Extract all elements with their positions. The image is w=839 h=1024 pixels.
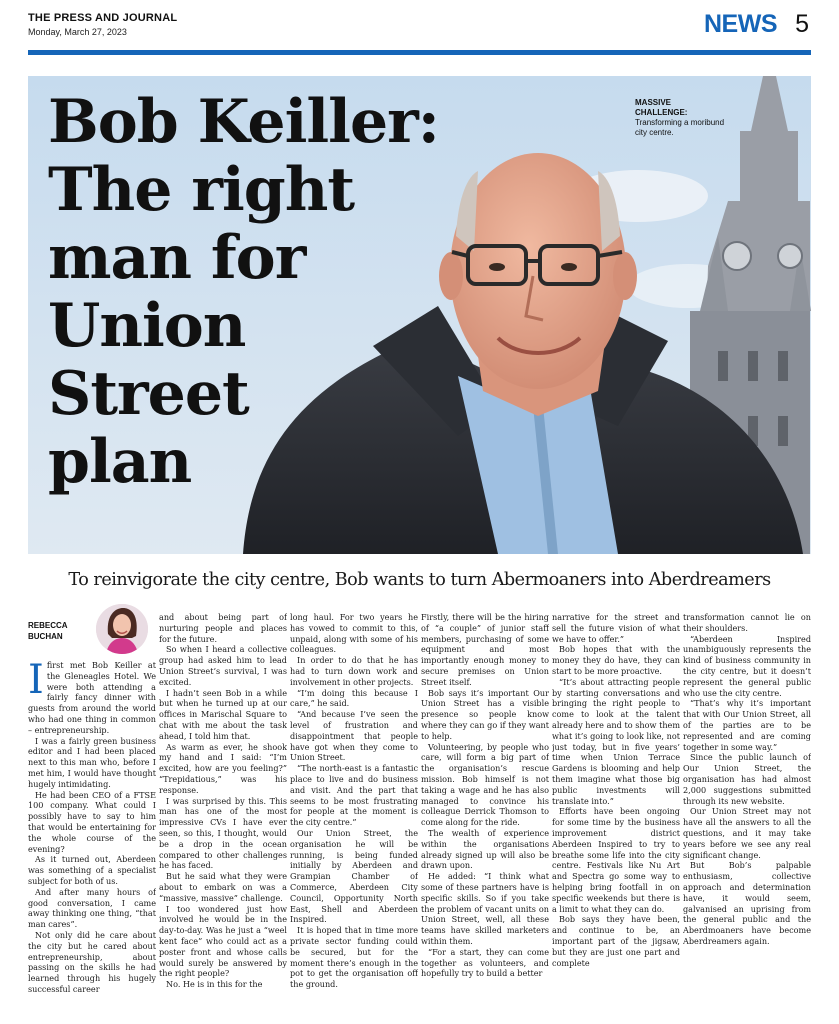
article-column-1 xyxy=(28,660,156,1024)
drop-cap: I xyxy=(28,660,44,703)
author-last-name: BUCHAN xyxy=(28,632,63,641)
article-paragraph: “Aberdeen Inspired unambiguously represents the kind of business community in the city centre, but it doesn’t represent the general public who use the city centre. xyxy=(683,633,811,698)
article-paragraph: narrative for the street and sell the future vision of what we have to offer.” xyxy=(552,612,680,644)
article-paragraph: Bob says they have been, and continue to be, an important part of the jigsaw, but they are just one part and complete xyxy=(552,914,680,968)
article-column-3 xyxy=(290,612,418,1024)
article-paragraph: But Bob’s palpable enthusiasm, collective approach and determination have, it would seem, galvanised an uprising from the general public and the Aberdmoaners have become Aberdreamers again. xyxy=(683,860,811,946)
article-paragraph: long haul. For two years he has vowed to commit to this, unpaid, along with some of his colleagues. xyxy=(290,612,418,655)
article-paragraph: and about being part of nurturing people and places for the future. xyxy=(159,612,287,644)
article-column-4 xyxy=(421,612,549,1024)
article-paragraph: “The north-east is a fantastic place to live and do business and visit. And the part that seems to be most frustrating for people at the moment is the city centre.” xyxy=(290,763,418,828)
article-paragraph: Bob hopes that with the money they do have, they can start to be more proactive. xyxy=(552,644,680,676)
article-column-2 xyxy=(159,612,287,1024)
article-paragraph: I was a fairly green business editor and I had been placed next to this man who, before I met him, I would have thought hugely intimidating. xyxy=(28,735,156,789)
hero-photo xyxy=(28,76,811,554)
article-paragraph: I hadn’t seen Bob in a while but when he turned up at our offices in Marischal Square to chat with me about the task ahead, I told him that. xyxy=(159,687,287,741)
article-paragraph: Since the public launch of Our Union Street, the organisation has had almost 2,000 suggestions submitted through its new website. xyxy=(683,752,811,806)
headline-line: Union xyxy=(48,291,246,361)
headline-line: The right xyxy=(48,155,355,225)
caption-label: MASSIVE CHALLENGE: xyxy=(635,98,688,117)
headline-line: Street xyxy=(48,359,249,429)
section-label: NEWS xyxy=(704,10,777,38)
author-first-name: REBECCA xyxy=(28,621,68,630)
article-body xyxy=(28,612,811,1024)
headline xyxy=(48,88,468,496)
headline-line: man for xyxy=(48,223,306,293)
issue-date: Monday, March 27, 2023 xyxy=(28,27,127,37)
article-paragraph: And after many hours of good conversation, I came away thinking one thing, “that man cares”. xyxy=(28,886,156,930)
article-paragraph: Not only did he care about the city but he cared about entrepreneurship, about passing on the skills he had learned through his hugely successful career xyxy=(28,929,156,994)
article-paragraph: I too wondered just how involved he would be in the day-to-day. Was he just a “weel kent face” who could act as a poster front and whose calls would surely be answered by the right people? xyxy=(159,903,287,979)
article-paragraph: The wealth of experience within the organisations already signed up will also be drawn upon. xyxy=(421,827,549,871)
paper-name: THE PRESS AND JOURNAL xyxy=(28,12,178,24)
headline-line: plan xyxy=(48,427,192,497)
article-paragraph: As it turned out, Aberdeen was something of a specialist subject for both of us. xyxy=(28,854,156,886)
caption-text: Transforming a moribund city centre. xyxy=(635,118,725,137)
article-paragraph: “For a start, they can come together as volunteers, and hopefully try to build a better xyxy=(421,946,549,979)
article-column-5 xyxy=(552,612,680,1024)
article-paragraph: Bob says it’s important Our Union Street has a visible presence so people know where they can go if they want to help. xyxy=(421,687,549,741)
article-paragraph: transformation cannot lie on their shoulders. xyxy=(683,612,811,633)
masthead xyxy=(28,10,811,50)
article-paragraph: He had been CEO of a FTSE 100 company. What could I possibly have to say to him that would be entertaining for the whole course of the evening? xyxy=(28,789,156,854)
headline-line: Bob Keiller: xyxy=(48,87,439,157)
article-paragraph: “That’s why it’s important that with Our Union Street, all of the parties are to be represented and are coming together in some way.” xyxy=(683,698,811,752)
article-paragraph: He added: “I think what some of these partners have is specific skills. So if you take the problem of vacant units on Union Street, well, all these teams have skilled marketers within them. xyxy=(421,871,549,946)
article-paragraph: As warm as ever, he shook my hand and I said: “I’m excited, how are you feeling?” “Trepidatious,” was his response. xyxy=(159,741,287,795)
article-column-6 xyxy=(683,612,811,1024)
article-paragraph: It is hoped that in time more private sector funding could be secured, but for the moment there’s enough in the pot to get the organisation off the ground. xyxy=(290,925,418,990)
article-paragraph: “It’s about attracting people by starting conversations and bringing the right people to come to look at the talent already here and to show them what it’s going to look like, not just today, but in five years’ time when Union Terrace Gardens is blooming and help them imagine what those big public investments will translate into.” xyxy=(552,676,680,806)
article-paragraph: Our Union Street may not have all the answers to all the questions, and it may take years before we see any real significant change. xyxy=(683,806,811,860)
page-number: 5 xyxy=(795,10,809,38)
standfirst: To reinvigorate the city centre, Bob wants to turn Abermoaners into Aberdreamers xyxy=(68,570,771,590)
article-paragraph: I was surprised by this. This man has one of the most impressive CVs I have ever seen, so this, I thought, would be a drop in the ocean compared to other challenges he has faced. xyxy=(159,795,287,871)
article-paragraph: In order to do that he has had to turn down work and involvement in other projects. xyxy=(290,655,418,687)
article-paragraph: Efforts have been ongoing for some time by the business improvement district Aberdeen Inspired to try to breathe some life into the city centre. Festivals like Nu Art and Spectra go some way to helping bring footfall in on specific weekends but there is a limit to what they can do. xyxy=(552,806,680,914)
article-paragraph: first met Bob Keiller at the Gleneagles Hotel. We were both attending a fairly fancy dinner with guests from around the world who had one thing in common – entrepreneurship. xyxy=(28,660,156,735)
article-paragraph: So when I heard a collective group had asked him to lead Union Street’s survival, I was excited. xyxy=(159,644,287,687)
photo-caption xyxy=(635,98,725,138)
article-paragraph: Volunteering, by people who care, will form a big part of the organisation’s rescue mission. Bob himself is not taking a wage and he has also managed to convince his colleague Derrick Thomson to come along for the ride. xyxy=(421,741,549,828)
article-paragraph: Our Union Street, the organisation he will be running, is being funded initially by Aberdeen and Grampian Chamber of Commerce, Aberdeen City Council, Opportunity North East, Shell and Aberdeen Inspired. xyxy=(290,827,418,925)
article-paragraph: “And because I’ve seen the level of frustration and disappointment that people have got when they come to Union Street. xyxy=(290,709,418,763)
article-paragraph: Firstly, there will be the hiring of “a couple” of junior staff members, purchasing of some equipment and most importantly enough money to secure premises on Union Street itself. xyxy=(421,612,549,687)
article-paragraph: “I’m doing this because I care,” he said. xyxy=(290,687,418,709)
article-paragraph: No. He is in this for the xyxy=(166,979,263,990)
masthead-rule xyxy=(28,50,811,55)
article-paragraph: But he said what they were about to embark on was a “massive, massive” challenge. xyxy=(159,871,287,903)
